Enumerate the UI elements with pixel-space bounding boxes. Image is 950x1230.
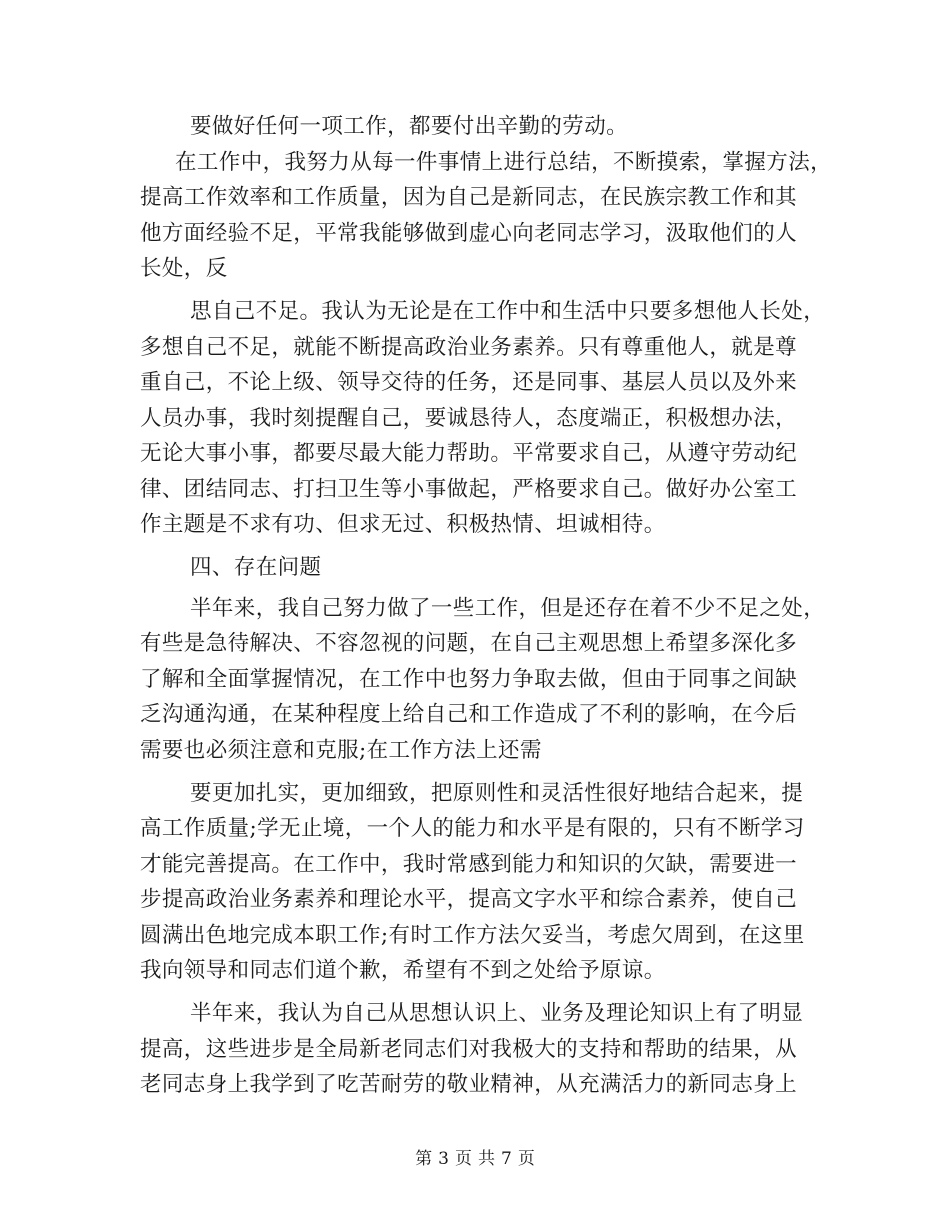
text-line: 律、团结同志、打扫卫生等小事做起，严格要求自己。做好办公室工 — [140, 477, 798, 502]
text-line: 作主题是不求有功、但求无过、积极热情、坦诚相待。 — [140, 512, 666, 537]
text-line: 长处，反 — [140, 256, 228, 281]
text-line: 我向领导和同志们道个歉，希望有不到之处给予原谅。 — [140, 958, 666, 983]
text-line: 乏沟通沟通，在某种程度上给自己和工作造成了不利的影响，在今后 — [140, 702, 798, 727]
text-line: 才能完善提高。在工作中，我时常感到能力和知识的欠缺，需要进一 — [140, 852, 798, 877]
text-line: 了解和全面掌握情况，在工作中也努力争取去做，但由于同事之间缺 — [140, 667, 798, 692]
section-heading: 四、存在问题 — [190, 555, 322, 580]
footer-label-page: 第 — [415, 1149, 433, 1169]
footer-label-page-unit: 页 — [455, 1149, 472, 1169]
footer-label-total: 共 — [478, 1149, 495, 1169]
text-line: 重自己，不论上级、领导交待的任务，还是同事、基层人员以及外来 — [140, 370, 798, 395]
page-footer — [0, 1147, 950, 1171]
text-line: 思自己不足。我认为无论是在工作中和生活中只要多想他人长处， — [190, 299, 826, 324]
text-line: 有些是急待解决、不容忽视的问题，在自己主观思想上希望多深化多 — [140, 631, 798, 656]
text-line: 在工作中，我努力从每一件事情上进行总结，不断摸索，掌握方法， — [175, 150, 833, 175]
text-line: 提高工作效率和工作质量，因为自己是新同志，在民族宗教工作和其 — [140, 185, 798, 210]
text-line: 他方面经验不足，平常我能够做到虚心向老同志学习，汲取他们的人 — [140, 221, 798, 246]
text-line: 高工作质量;学无止境，一个人的能力和水平是有限的，只有不断学习 — [140, 816, 805, 841]
text-line: 半年来，我认为自己从思想认识上、业务及理论知识上有了明显 — [190, 1001, 804, 1026]
text-line: 人员办事，我时刻提醒自己，要诚恳待人，态度端正，积极想办法， — [140, 406, 798, 431]
text-line: 圆满出色地完成本职工作;有时工作方法欠妥当，考虑欠周到，在这里 — [140, 923, 805, 948]
text-line: 老同志身上我学到了吃苦耐劳的敬业精神，从充满活力的新同志身上 — [140, 1072, 798, 1097]
text-line: 提高，这些进步是全局新老同志们对我极大的支持和帮助的结果，从 — [140, 1037, 798, 1062]
text-line: 无论大事小事，都要尽最大能力帮助。平常要求自己，从遵守劳动纪 — [140, 441, 798, 466]
text-line: 多想自己不足，就能不断提高政治业务素养。只有尊重他人，就是尊 — [140, 335, 798, 360]
text-line: 步提高政治业务素养和理论水平，提高文字水平和综合素养，使自己 — [140, 887, 798, 912]
footer-current-page: 3 — [438, 1149, 449, 1169]
footer-total-pages: 7 — [501, 1149, 512, 1169]
text-line: 要做好任何一项工作，都要付出辛勤的劳动。 — [190, 114, 629, 139]
text-line: 需要也必须注意和克服;在工作方法上还需 — [140, 738, 542, 763]
text-line: 要更加扎实，更加细致，把原则性和灵活性很好地结合起来，提 — [190, 781, 804, 806]
footer-label-total-unit: 页 — [517, 1149, 535, 1169]
text-line: 半年来，我自己努力做了一些工作，但是还存在着不少不足之处， — [190, 596, 826, 621]
